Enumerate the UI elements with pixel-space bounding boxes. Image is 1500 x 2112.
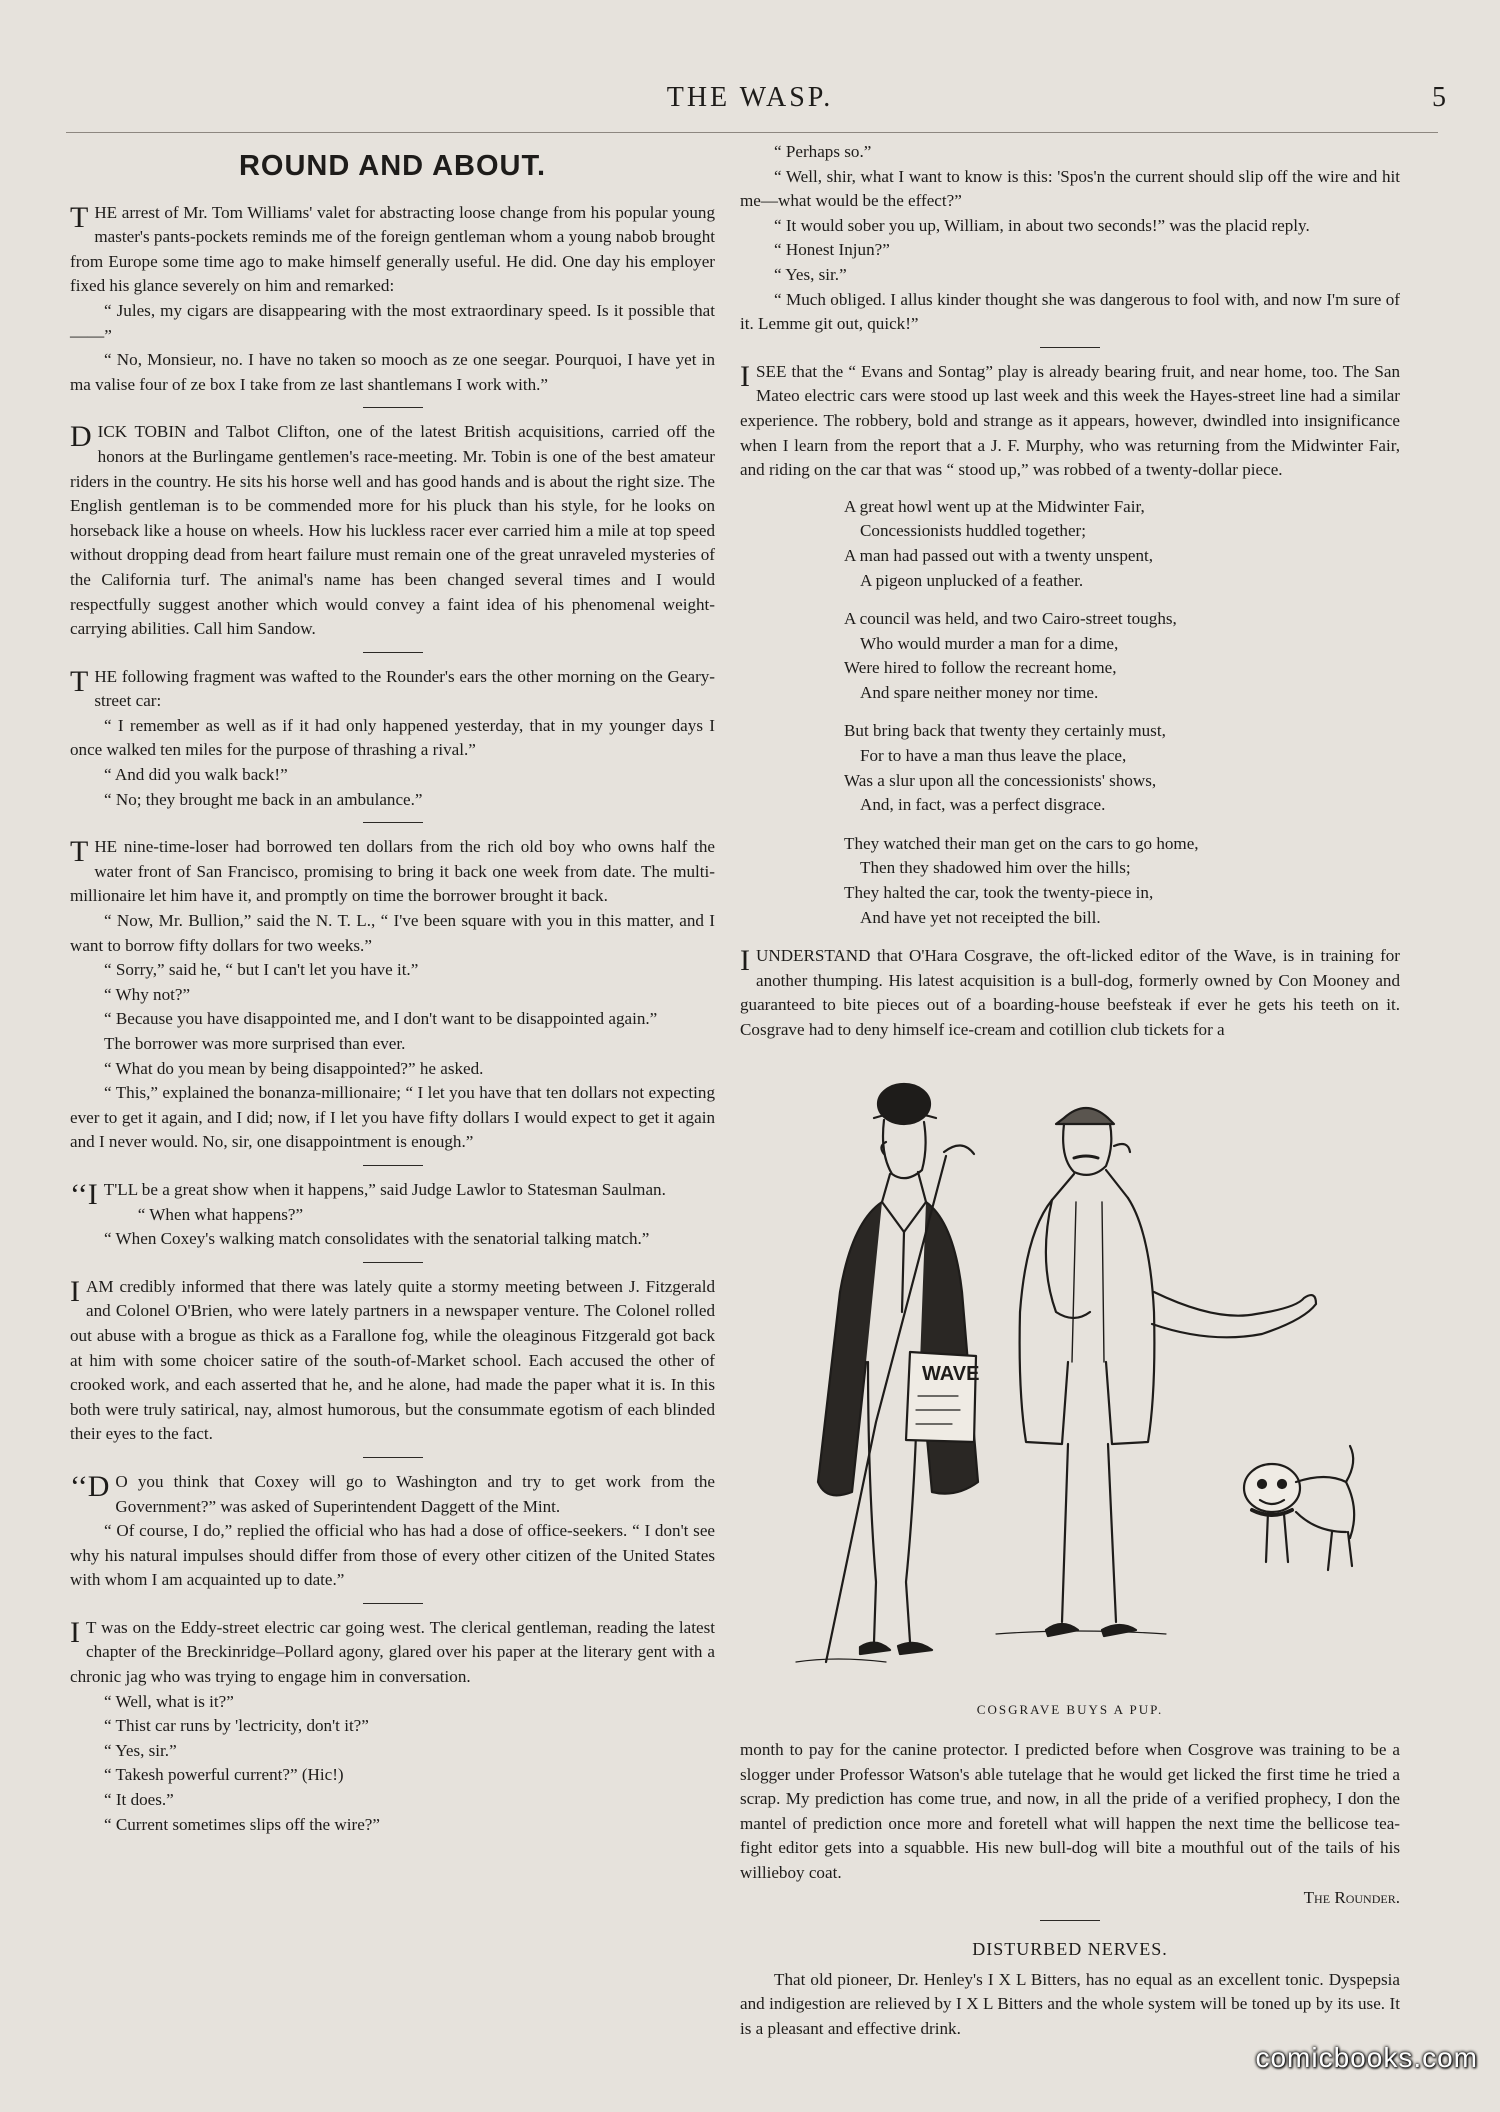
item-lead: UNDERSTAND that O'Hara Cosgrave, the oft-licked editor of the Wave, is in training for another thumping. His latest acquisition is a bull-dog, formerly owned by Con Mooney and guaranteed to bite pieces out of a boarding-house beefsteak if ever he gets his teeth on it. Cosgrave had to deny himself ice-cream and cotillion club tickets for a — [740, 946, 1400, 1039]
drop-cap: I — [70, 1615, 80, 1649]
paragraph: “ What do you mean by being disappointed?” he asked. — [104, 1058, 484, 1078]
divider — [363, 1457, 423, 1458]
drop-cap: ‘‘I — [70, 1177, 98, 1211]
paragraph: “ Of course, I do,” replied the official who has had a dose of office-seekers. “ I don't see why his natural impulses should differ from those of every other citizen of the United States with whom I am acquainted up to date.” — [70, 1521, 715, 1590]
poem-line: But bring back that twenty they certainly must, — [844, 721, 1166, 741]
figure-left-man — [818, 1084, 979, 1662]
paragraph: “ Honest Injun?” — [774, 240, 890, 260]
item-sontag — [740, 360, 1400, 483]
drop-cap: D — [70, 420, 92, 454]
poem-line: For to have a man thus leave the place, — [860, 746, 1127, 766]
paragraph: “ Takesh powerful current?” (Hic!) — [104, 1765, 344, 1785]
poem-line: Concessionists huddled together; — [860, 521, 1086, 541]
figure-bulldog — [1244, 1446, 1354, 1570]
poem-line: Then they shadowed him over the hills; — [860, 858, 1131, 878]
poem-line: They halted the car, took the twenty-piece in, — [844, 883, 1154, 903]
poem-line: A great howl went up at the Midwinter Fair, — [844, 496, 1145, 516]
paragraph: “ Current sometimes slips off the wire?” — [104, 1814, 380, 1834]
paragraph: “ No; they brought me back in an ambulance.” — [104, 789, 423, 809]
divider — [363, 1603, 423, 1604]
poem — [740, 495, 1400, 931]
right-column — [740, 140, 1400, 1043]
drop-cap: I — [740, 944, 750, 978]
paragraph: “ Sorry,” said he, “ but I can't let you have it.” — [104, 960, 419, 980]
item-nerves — [740, 1968, 1400, 2042]
divider — [363, 1165, 423, 1166]
drop-cap: T — [70, 664, 89, 698]
left-column — [70, 140, 715, 1837]
item-fitzgerald — [70, 1275, 715, 1447]
right-column-lower — [740, 1738, 1400, 2042]
paragraph: “ I remember as well as if it had only happened yesterday, that in my younger days I once walked ten miles for the purpose of thrashing a rival.” — [70, 715, 715, 760]
divider — [363, 822, 423, 823]
paragraph: “ It would sober you up, William, in about two seconds!” was the placid reply. — [774, 215, 1310, 235]
poem-line: A pigeon unplucked of a feather. — [860, 570, 1084, 590]
divider — [1040, 1920, 1100, 1921]
poem-line: They watched their man get on the cars to go home, — [844, 833, 1199, 853]
paragraph: “ Jules, my cigars are disappearing with the most extraordinary speed. Is it possible that——” — [70, 300, 715, 345]
paragraph: “ Well, what is it?” — [104, 1691, 234, 1711]
paragraph: “ This,” explained the bonanza-millionaire; “ I let you have that ten dollars not expecting ever to get it again, and I did; now, if I let you have fifty dollars I would expect to get it again and I never would. No, sir, one disappointment is enough.” — [70, 1083, 715, 1152]
signature: The Rounder. — [1303, 1887, 1400, 1907]
divider — [363, 652, 423, 653]
poem-line: A man had passed out with a twenty unspent, — [844, 545, 1154, 565]
paragraph: “ And did you walk back!” — [104, 765, 288, 785]
item-valet — [70, 201, 715, 398]
item-lead: T was on the Eddy-street electric car going west. The clerical gentleman, reading the latest chapter of the Breckinridge–Pollard agony, glared over his paper at the literary gent with a chronic jag who was trying to engage him in conversation. — [70, 1617, 715, 1687]
item-eddy-continued — [740, 140, 1400, 337]
article-title: ROUND AND ABOUT. — [238, 150, 547, 182]
ad-heading: DISTURBED NERVES. — [972, 1939, 1168, 1960]
paragraph: “ Yes, sir.” — [774, 264, 847, 284]
poem-stanza — [844, 495, 1400, 593]
item-lead: HE following fragment was wafted to the Rounder's ears the other morning on the Geary-street car: — [94, 666, 715, 711]
item-lead: HE nine-time-loser had borrowed ten dollars from the rich old boy who owns half the water front of San Francisco, promising to bring it back one week from date. The multi-millionaire let him have it, and promptly on time the borrower brought it back. — [70, 837, 715, 906]
item-cosgrave-continued — [740, 1738, 1400, 1910]
paragraph: That old pioneer, Dr. Henley's I X L Bitters, has no equal as an excellent tonic. Dyspepsia and indigestion are relieved by I X L Bitters and the whole system will be toned up by its use. It is a pleasant and effective drink. — [740, 1969, 1400, 2038]
running-head — [0, 82, 1500, 122]
paragraph: “ Perhaps so.” — [774, 142, 872, 161]
divider — [1040, 347, 1100, 348]
page-number: 5 — [1432, 82, 1446, 113]
paragraph: “ No, Monsieur, no. I have no taken so mooch as ze one seegar. Pourquoi, I have yet in ma valise four of ze box I take from ze last shantlemans I work with.” — [70, 350, 715, 394]
paragraph: “ Why not?” — [104, 984, 191, 1004]
poem-line: A council was held, and two Cairo-street toughs, — [844, 609, 1177, 629]
divider — [363, 1262, 423, 1263]
drop-cap: I — [70, 1274, 80, 1308]
paragraph: “ Much obliged. I allus kinder thought she was dangerous to fool with, and now I'm sure of it. Lemme git out, quick!” — [740, 289, 1400, 334]
paragraph: “ Yes, sir.” — [104, 1740, 177, 1760]
watermark: comicbooks.com — [1255, 2042, 1478, 2073]
illustration-caption: COSGRAVE BUYS A PUP. — [976, 1702, 1164, 1717]
paragraph: “ Thist car runs by 'lectricity, don't it?” — [104, 1716, 369, 1736]
header-rule — [66, 132, 1438, 133]
paragraph: month to pay for the canine protector. I predicted before when Cosgrove was training to be a slogger under Professor Watson's able tutelage that he would get licked the first time he tried a scrap. My prediction has come true, and now, in all the pride of a verified prophecy, I don the mantel of prediction once more and foretell what will happen the next time the bellicose tea-fight editor gets into a squabble. His new bull-dog will bite a mouthful out of the tails of his willieboy coat. — [740, 1740, 1400, 1882]
item-lead: ICK TOBIN and Talbot Clifton, one of the latest British acquisitions, carried off the honors at the Burlingame gentlemen's race-meeting. Mr. Tobin is one of the best amateur riders in the country. He sits his horse well and has good hands and is about the right size. The English gentleman is to be commended more for his pluck than his style, for he looks on horseback like a house on wheels. How his luckless racer ever carried him a mile at top speed without dropping dead from heart failure must remain one of the great unraveled mysteries of the California turf. The animal's name has been changed several times and I would respectfully suggest another which would convey a faint idea of his phenomenal weight-carrying abilities. Call him Sandow. — [70, 422, 715, 639]
item-loser — [70, 835, 715, 1155]
figure-right-man — [1020, 1108, 1316, 1636]
paragraph: “ When Coxey's walking match consolidates with the senatorial talking match.” — [104, 1229, 650, 1249]
masthead: THE WASP. — [666, 82, 834, 113]
drop-cap: ‘‘D — [70, 1469, 110, 1503]
newspaper-label: WAVE — [922, 1363, 980, 1385]
poem-line: And spare neither money nor time. — [860, 682, 1099, 702]
poem-line: And have yet not receipted the bill. — [860, 907, 1101, 927]
paragraph: The borrower was more surprised than ever. — [104, 1034, 406, 1053]
paragraph: “ Now, Mr. Bullion,” said the N. T. L., “ I've been square with you in this matter, and I want to borrow fifty dollars for two weeks.” — [70, 911, 715, 955]
poem-stanza — [844, 607, 1400, 705]
divider — [363, 407, 423, 408]
poem-stanza — [844, 719, 1400, 817]
drop-cap: T — [70, 200, 89, 234]
poem-stanza — [844, 832, 1400, 930]
paragraph: “ It does.” — [104, 1790, 174, 1810]
item-coxey — [70, 1470, 715, 1593]
drop-cap: I — [740, 359, 750, 393]
item-lead: SEE that the “ Evans and Sontag” play is already bearing fruit, and near home, too. The San Mateo electric cars were stood up last week and this week the Hayes-street line had a similar experience. The robbery, bold and strange as it appears, however, dwindled into insignificance when I learn from the report that a J. F. Murphy, who was returning from the Midwinter Fair, and riding on the car that was “ stood up,” was robbed of a twenty-dollar piece. — [740, 361, 1400, 480]
item-lead: HE arrest of Mr. Tom Williams' valet for abstracting loose change from his popular young master's pants-pockets reminds me of the foreign gentleman whom a young nabob brought from Europe some time ago to make himself generally useful. He did. One day his employer fixed his glance severely on him and remarked: — [70, 202, 715, 296]
poem-line: Was a slur upon all the concessionists' shows, — [844, 770, 1157, 790]
item-lead: AM credibly informed that there was lately quite a stormy meeting between J. Fitzgerald and Colonel O'Brien, who were lately partners in a newspaper venture. The Colonel rolled out abuse with a brogue as thick as a Farallone fog, while the oleaginous Fitzgerald got back at him with some choicer satire of the south-of-Market school. Each accused the other of crooked work, and each asserted that he, and he alone, had made the paper what it is. In this both were truly satirical, nay, almost humorous, but the consummate egotism of each blinded their eyes to the fact. — [70, 1276, 715, 1444]
item-eddy — [70, 1616, 715, 1837]
paragraph: “ Because you have disappointed me, and I don't want to be disappointed again.” — [104, 1009, 658, 1029]
cartoon-illustration — [756, 1062, 1396, 1712]
item-tobin — [70, 420, 715, 641]
item-lead: O you think that Coxey will go to Washington and try to get work from the Government?” was asked of Superintendent Daggett of the Mint. — [115, 1471, 715, 1516]
paragraph: “ When what happens?” — [137, 1204, 304, 1224]
poem-line: Were hired to follow the recreant home, — [844, 658, 1117, 678]
item-lawlor — [70, 1178, 715, 1252]
item-cosgrave — [740, 944, 1400, 1042]
item-fragment — [70, 665, 715, 813]
drop-cap: T — [70, 835, 89, 869]
paragraph: “ Well, shir, what I want to know is this: 'Spos'n the current should slip off the wire and hit me—what would be the effect?” — [740, 166, 1400, 211]
poem-line: Who would murder a man for a dime, — [860, 633, 1119, 653]
poem-line: And, in fact, was a perfect disgrace. — [860, 795, 1106, 815]
item-lead: T'LL be a great show when it happens,” said Judge Lawlor to Statesman Saulman. — [103, 1179, 666, 1199]
